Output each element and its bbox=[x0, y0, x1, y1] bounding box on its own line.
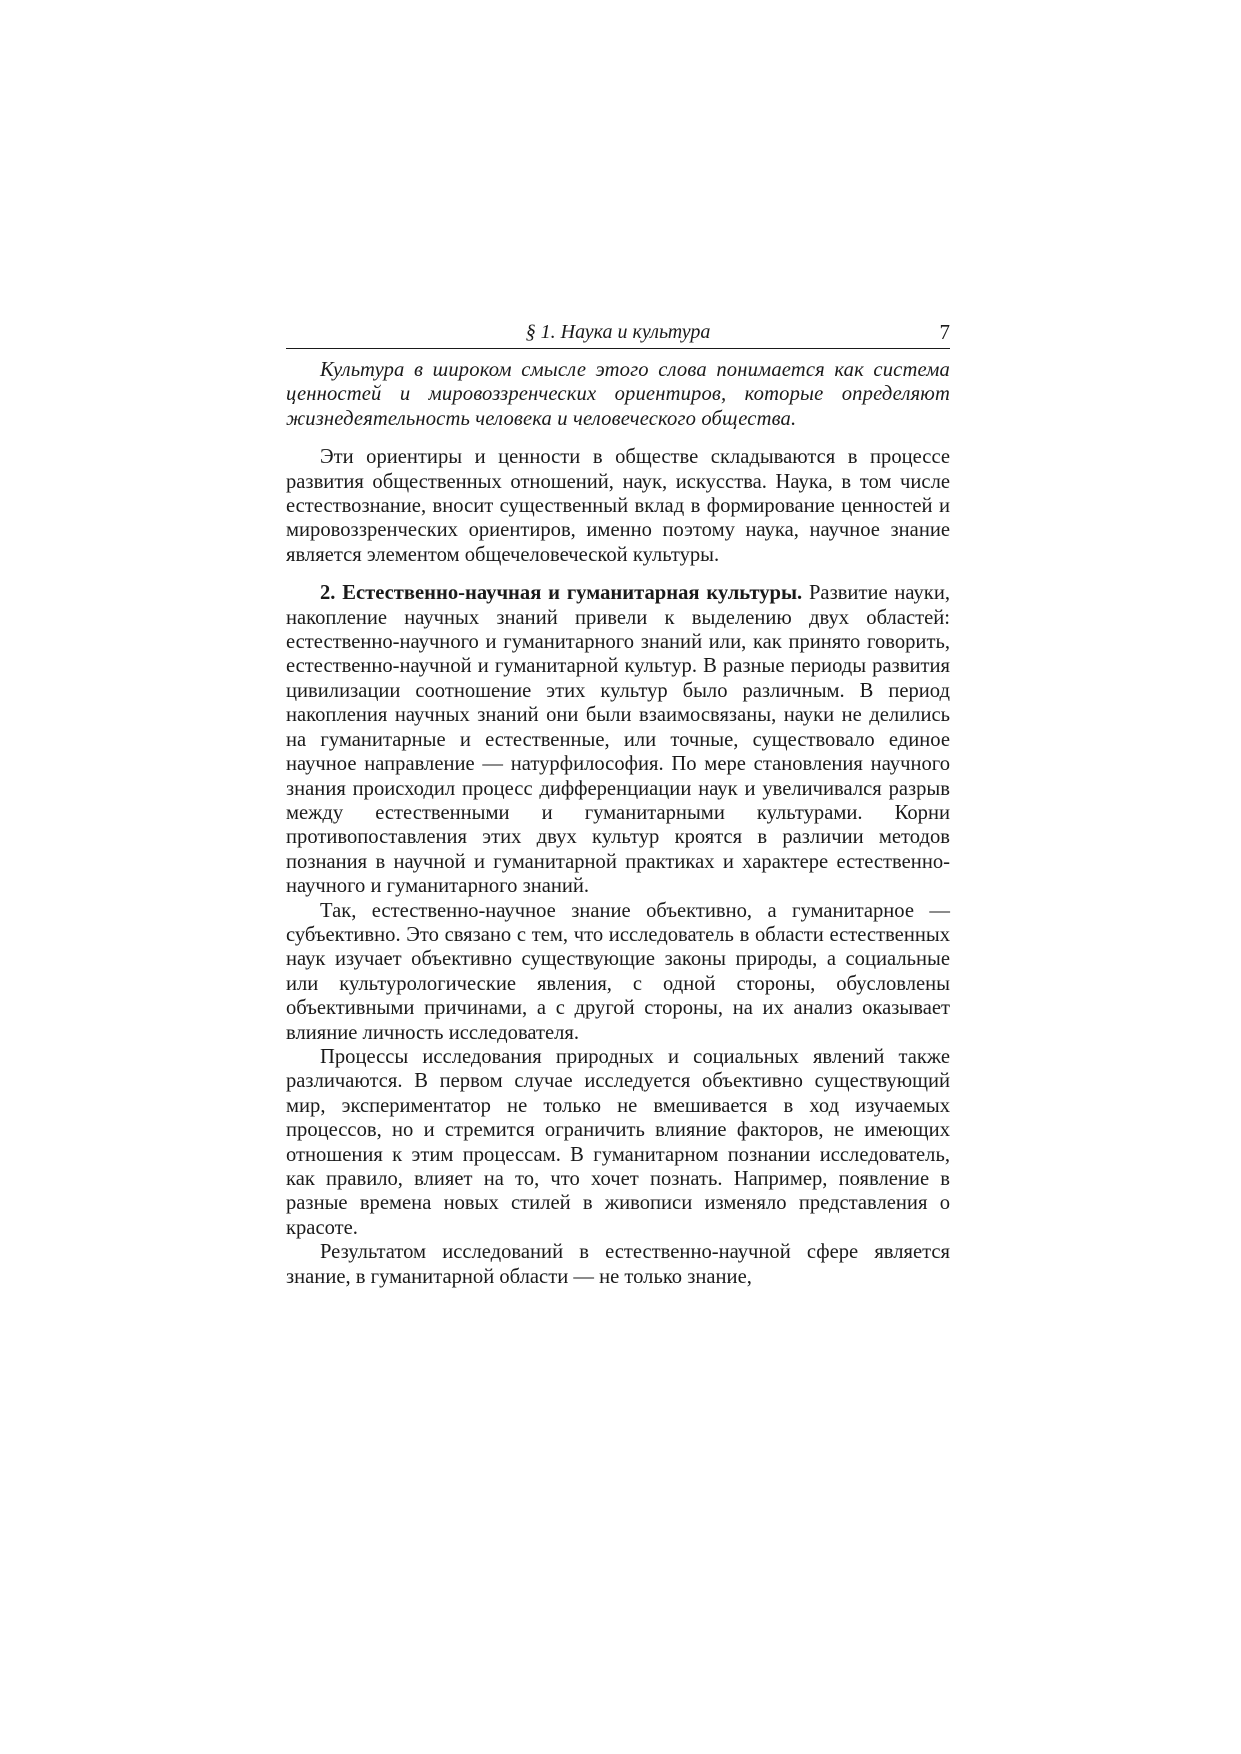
paragraph-objective-subjective: Так, естественно-научное знание объективно, а гуманитарное — субъективно. Это связано с тем, что исследователь в области естественных наук изучает объективно существующие законы природы, а социальные или культурологические явления, с одной стороны, обусловлены объективными причинами, а с другой стороны, на их анализ оказывает влияние личность исследователя. bbox=[286, 899, 950, 1044]
page-number: 7 bbox=[939, 320, 950, 344]
section-body: Развитие науки, накопление научных знаний привели к выделению двух областей: естественно-научного и гуманитарного знаний или, как принято говорить, естественно-научной и гуманитарной культур. В разные периоды развития цивилизации соотношение этих культур было различным. В период накопления научных знаний они были взаимосвязаны, науки не делились на гуманитарные и естественные, или точные, существовало единое научное направление — натурфилософия. По мере становления научного знания происходил процесс дифференциации наук и увеличивался разрыв между естественными и гуманитарными культурами. Корни противопоставления этих двух культур кроятся в различии методов познания в научной и гуманитарной практиках и характере естественно-научного и гуманитарного знаний. bbox=[286, 582, 950, 898]
definition-paragraph: Культура в широком смысле этого слова понимается как система ценностей и мировоззренческих ориентиров, которые определяют жизнедеятельность человека и человеческого общества. bbox=[286, 359, 950, 430]
paragraph-values: Эти ориентиры и ценности в обществе складываются в процессе развития общественных отношений, наук, искусства. Наука, в том числе естествознание, вносит существенный вклад в формирование ценностей и мировоззренческих ориентиров, именно поэтому наука, научное знание является элементом общечеловеческой культуры. bbox=[286, 446, 950, 566]
book-page bbox=[286, 318, 950, 1289]
paragraph-research-results: Результатом исследований в естественно-научной сфере является знание, в гуманитарной области — не только знание, bbox=[286, 1241, 950, 1288]
body-text bbox=[286, 358, 950, 1289]
paragraph-two-cultures bbox=[286, 581, 950, 898]
paragraph-research-processes: Процессы исследования природных и социальных явлений также различаются. В первом случае исследуется объективно существующий мир, экспериментатор не только не вмешивается в ход изучаемых процессов, но и стремится ограничить влияние факторов, не имеющих отношения к этим процессам. В гуманитарном познании исследователь, как правило, влияет на то, что хочет познать. Например, появление в разные времена новых стилей в живописи изменяло представления о красоте. bbox=[286, 1045, 950, 1239]
section-heading: 2. Естественно-научная и гуманитарная культуры. bbox=[320, 582, 803, 605]
running-header bbox=[286, 318, 950, 349]
running-title: § 1. Наука и культура bbox=[525, 321, 711, 343]
